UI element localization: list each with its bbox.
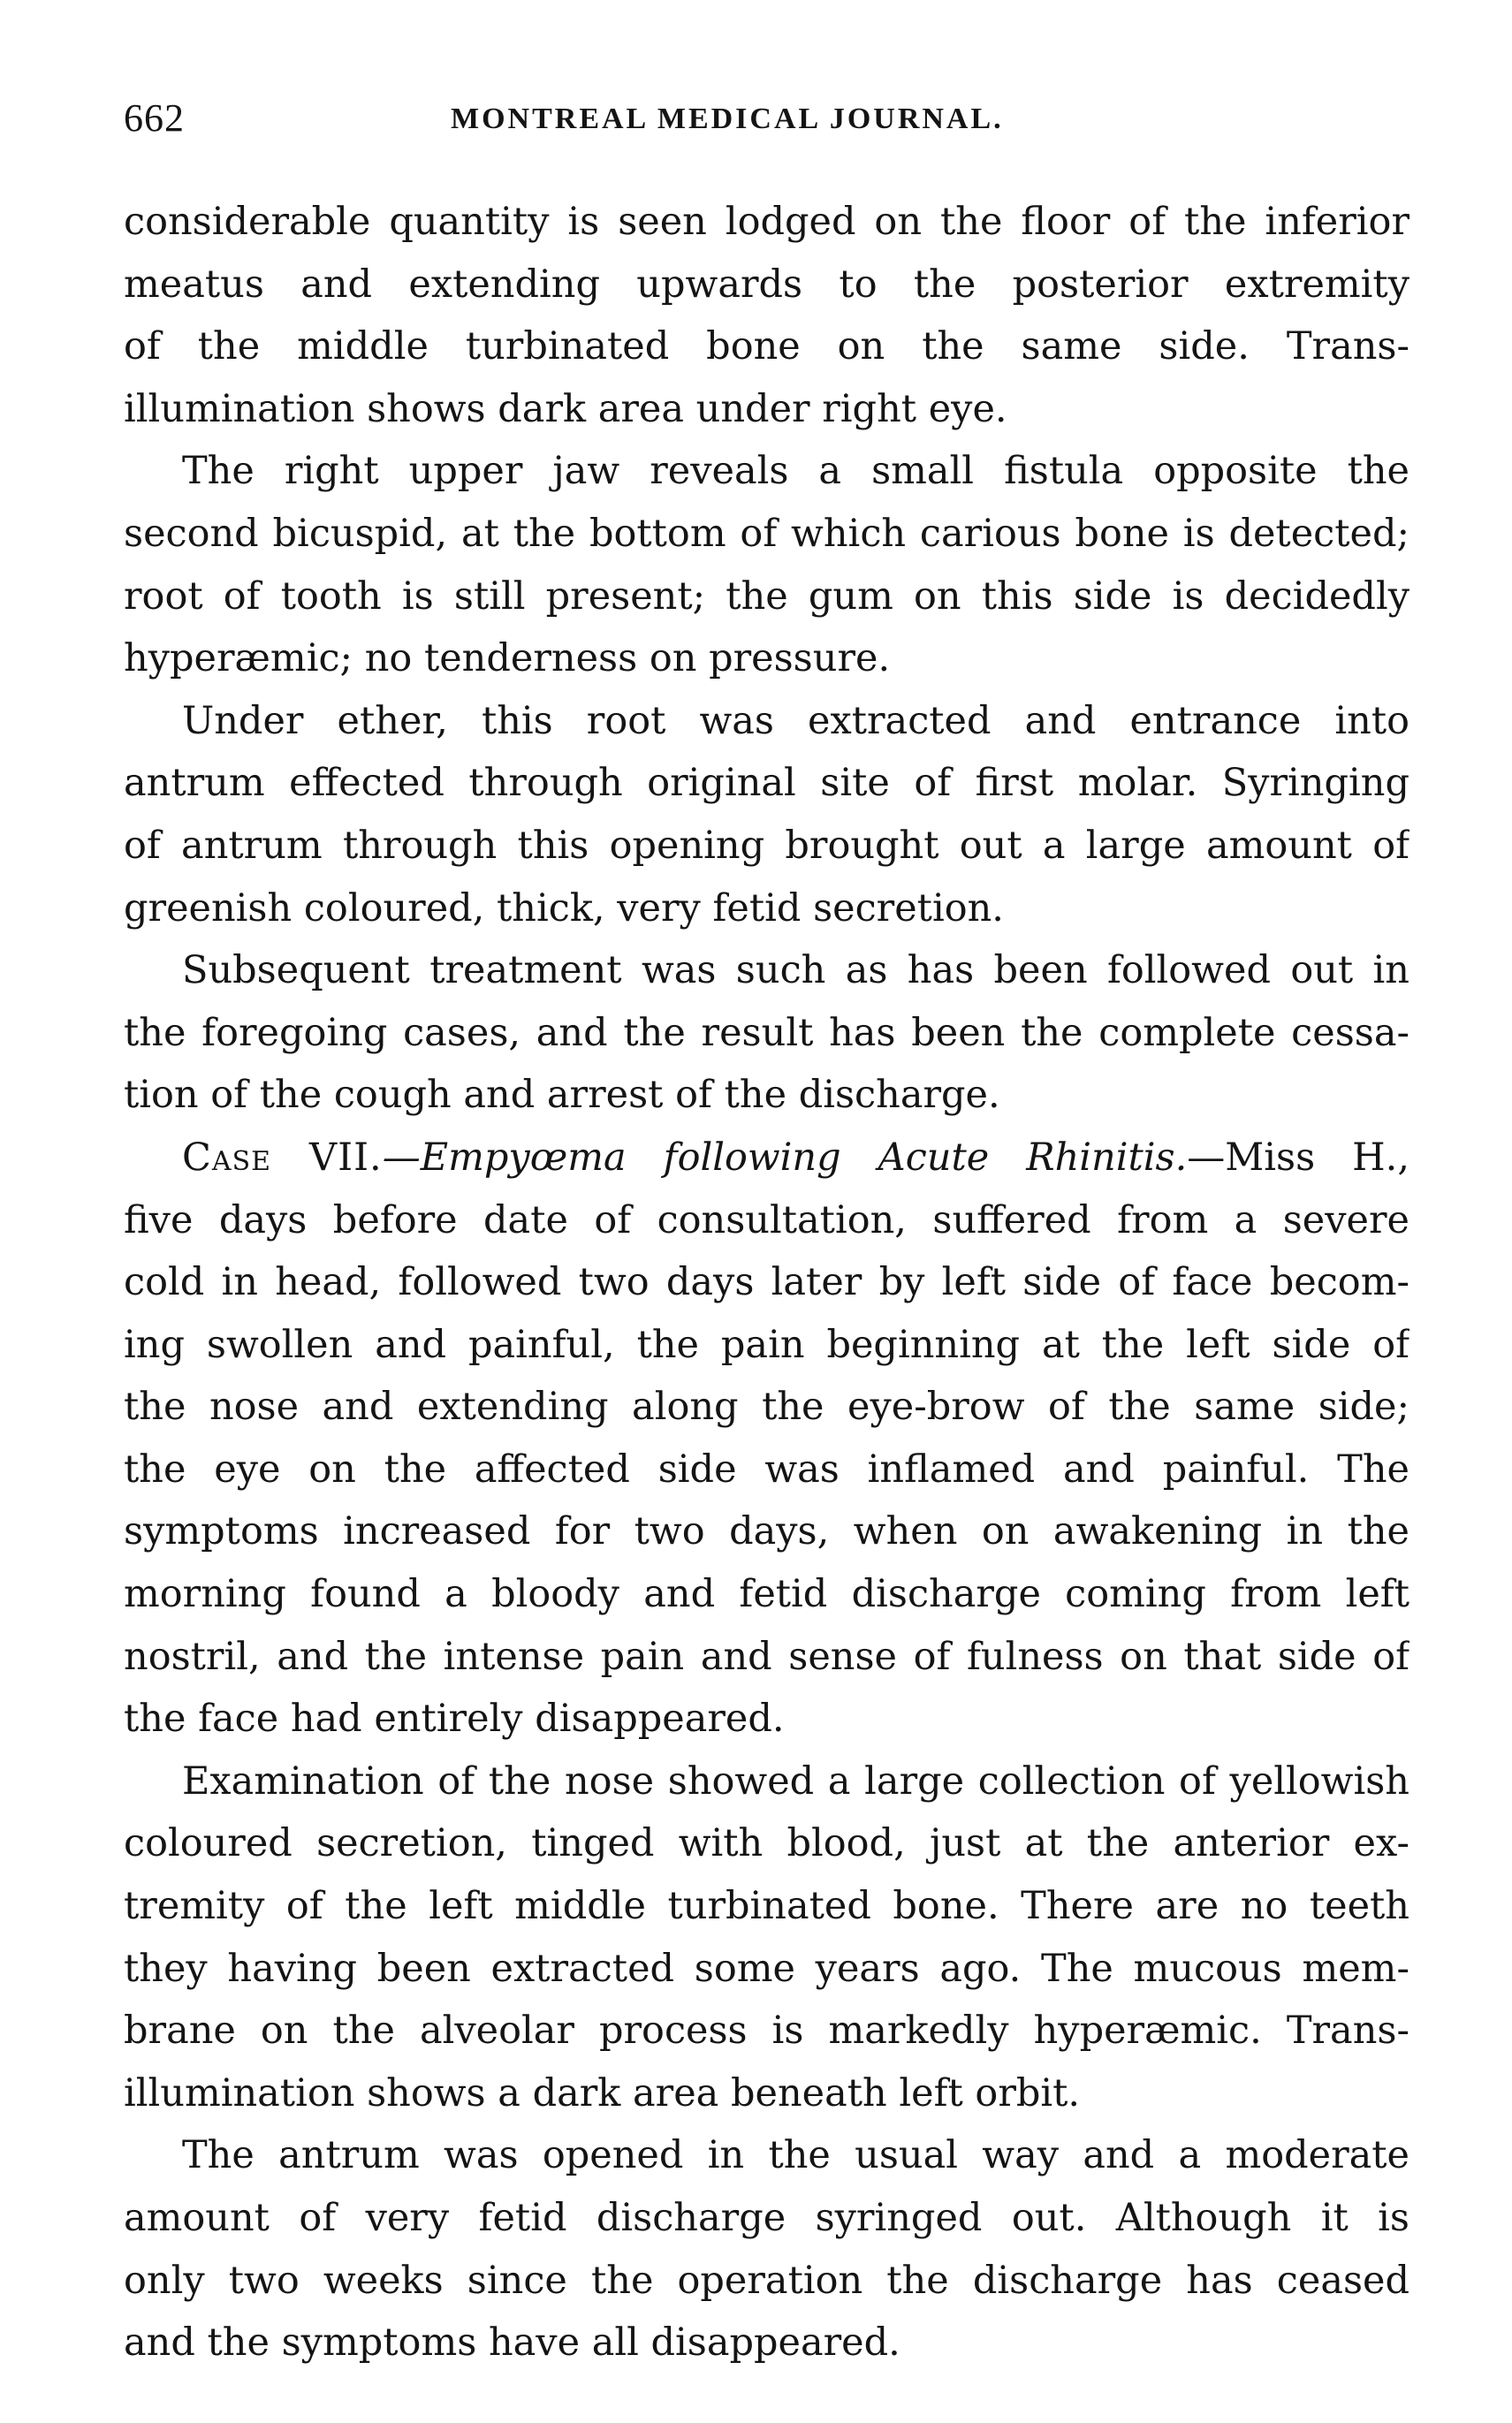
text-line: the foregoing cases, and the result has been the complete cessa- (124, 1010, 1409, 1055)
text-line: of antrum through this opening brought out a large amount of (124, 823, 1409, 868)
running-head (124, 92, 1423, 145)
journal-title: MONTREAL MEDICAL JOURNAL. (451, 103, 1004, 135)
text-line: Under ether, this root was extracted and entrance into (182, 698, 1409, 743)
body-text (124, 191, 1409, 2374)
text-line: The right upper jaw reveals a small fistula opposite the (182, 449, 1409, 494)
text-line: root of tooth is still present; the gum on this side is decidedly (124, 573, 1409, 619)
case-heading-line (124, 1127, 1409, 1189)
text-line: the eye on the affected side was inflamed and painful. The (124, 1447, 1409, 1492)
text-line: symptoms increased for two days, when on awakening in the (124, 1509, 1409, 1554)
case-label: Case VII. (182, 1135, 383, 1180)
text-line: greenish coloured, thick, very fetid secretion. (124, 885, 1004, 930)
text-line: The antrum was opened in the usual way and a moderate (182, 2133, 1409, 2178)
text-line: illumination shows dark area under right eye. (124, 386, 1007, 431)
text-line: of the middle turbinated bone on the same side. Trans- (124, 324, 1409, 369)
text-line: hyperæmic; no tenderness on pressure. (124, 636, 891, 681)
text-line: they having been extracted some years ago. The mucous mem- (124, 1946, 1409, 1991)
text-line: the face had entirely disappeared. (124, 1697, 785, 1742)
text-line: antrum effected through original site of first molar. Syringing (124, 761, 1409, 806)
text-line: and the symptoms have all disappeared. (124, 2320, 900, 2366)
text-line: coloured secretion, tinged with blood, just at the anterior ex- (124, 1821, 1409, 1866)
text-line: nostril, and the intense pain and sense of fulness on that side of (124, 1634, 1409, 1679)
text-line: illumination shows a dark area beneath left orbit. (124, 2070, 1081, 2115)
text-line: five days before date of consultation, suffered from a severe (124, 1197, 1409, 1242)
text-line: the nose and extending along the eye-brow of the same side; (124, 1385, 1409, 1430)
text-line: cold in head, followed two days later by left side of face becom- (124, 1260, 1409, 1305)
text-line: considerable quantity is seen lodged on the floor of the inferior (124, 200, 1409, 244)
text-line: amount of very fetid discharge syringed out. Although it is (124, 2196, 1409, 2240)
text-line: morning found a bloody and fetid discharge coming from left (124, 1572, 1409, 1617)
case-title: —Empyœma following Acute Rhinitis. (382, 1135, 1188, 1180)
text-line: brane on the alveolar process is markedly hyperæmic. Trans- (124, 2009, 1409, 2054)
case-heading-rest: —Miss H., (1187, 1135, 1409, 1180)
text-line: tion of the cough and arrest of the discharge. (124, 1073, 1000, 1118)
text-line: second bicuspid, at the bottom of which carious bone is detected; (124, 511, 1409, 556)
text-line: ing swollen and painful, the pain beginning at the left side of (124, 1322, 1409, 1367)
text-line: Examination of the nose showed a large collection of yellowish (182, 1758, 1409, 1804)
text-line: only two weeks since the operation the discharge has ceased (124, 2258, 1409, 2303)
text-line: meatus and extending upwards to the posterior extremity (124, 262, 1409, 307)
text-line: tremity of the left middle turbinated bone. There are no teeth (124, 1884, 1409, 1929)
text-line: Subsequent treatment was such as has been followed out in (182, 948, 1409, 993)
page-number: 662 (124, 96, 185, 140)
